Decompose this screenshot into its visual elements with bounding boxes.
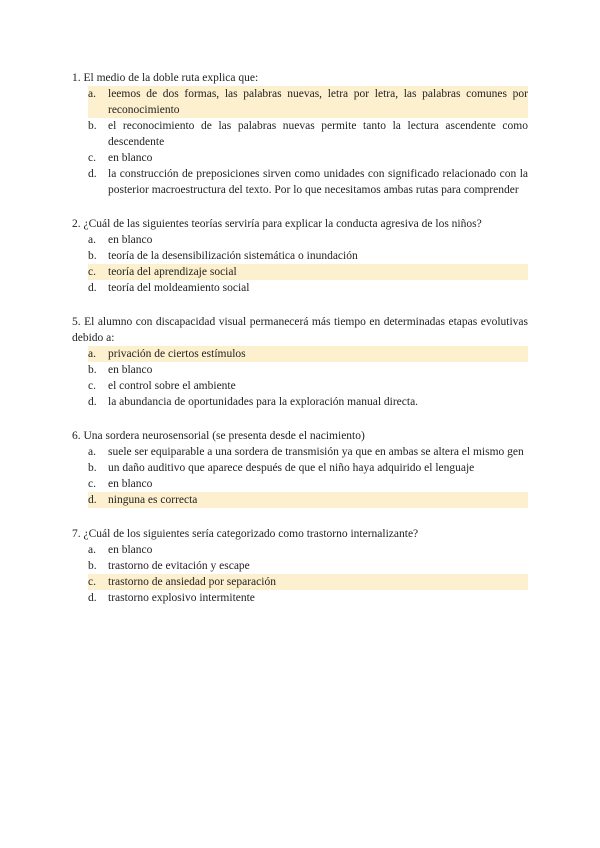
option-text: trastorno explosivo intermitente — [108, 592, 255, 604]
option-letter: b. — [88, 560, 97, 572]
option-a — [88, 232, 528, 248]
option-letter: d. — [88, 168, 97, 180]
option-text: leemos de dos formas, las palabras nuevas, letra por letra, las palabras comunes por reconocimiento — [108, 88, 528, 116]
option-letter: d. — [88, 592, 97, 604]
option-b — [88, 248, 528, 264]
option-d — [88, 394, 528, 410]
option-d — [88, 280, 528, 296]
option-b — [88, 558, 528, 574]
option-letter: b. — [88, 364, 97, 376]
option-letter: c. — [88, 380, 96, 392]
option-text: en blanco — [108, 234, 153, 246]
option-c — [88, 378, 528, 394]
question-1 — [72, 70, 528, 198]
option-letter: b. — [88, 462, 97, 474]
option-letter: c. — [88, 576, 96, 588]
question-text: 7. ¿Cuál de los siguientes sería categorizado como trastorno internalizante? — [72, 528, 419, 540]
option-letter: c. — [88, 478, 96, 490]
option-letter: a. — [88, 234, 96, 246]
option-list — [72, 346, 528, 410]
option-letter: d. — [88, 494, 97, 506]
option-text: la abundancia de oportunidades para la exploración manual directa. — [108, 396, 419, 408]
option-text: en blanco — [108, 478, 153, 490]
option-text: en blanco — [108, 364, 153, 376]
option-text: teoría del aprendizaje social — [108, 266, 237, 278]
option-letter: b. — [88, 120, 97, 132]
option-letter: c. — [88, 152, 96, 164]
option-d — [88, 166, 528, 198]
option-a — [88, 346, 528, 362]
question-7 — [72, 526, 528, 606]
option-b — [88, 118, 528, 150]
option-text: en blanco — [108, 152, 153, 164]
option-letter: a. — [88, 348, 96, 360]
option-text: un daño auditivo que aparece después de que el niño haya adquirido el lenguaje — [108, 462, 475, 474]
option-a — [88, 86, 528, 118]
option-list — [72, 444, 528, 508]
option-c — [88, 574, 528, 590]
option-text: teoría de la desensibilización sistemática o inundación — [108, 250, 358, 262]
question-text: 5. El alumno con discapacidad visual permanecerá más tiempo en determinadas etapas evolutivas debido a: — [72, 316, 528, 344]
option-b — [88, 362, 528, 378]
question-6 — [72, 428, 528, 508]
option-list — [72, 232, 528, 296]
option-d — [88, 590, 528, 606]
option-b — [88, 460, 528, 476]
option-c — [88, 476, 528, 492]
option-text: la construcción de preposiciones sirven como unidades con significado relacionado con la posterior macroestructura del texto. Por lo que necesitamos ambas rutas para comprender — [108, 168, 528, 196]
option-a — [88, 444, 528, 460]
question-5 — [72, 314, 528, 410]
option-text: el control sobre el ambiente — [108, 380, 236, 392]
question-2 — [72, 216, 528, 296]
question-text: 2. ¿Cuál de las siguientes teorías serviría para explicar la conducta agresiva de los niños? — [72, 218, 482, 230]
option-a — [88, 542, 528, 558]
document-page — [72, 70, 528, 624]
option-d — [88, 492, 528, 508]
option-text: ninguna es correcta — [108, 494, 198, 506]
option-text: teoría del moldeamiento social — [108, 282, 250, 294]
option-letter: d. — [88, 282, 97, 294]
option-text: suele ser equiparable a una sordera de transmisión ya que en ambas se altera el mismo gen — [108, 446, 524, 458]
option-letter: a. — [88, 446, 96, 458]
question-text: 1. El medio de la doble ruta explica que: — [72, 72, 259, 84]
option-letter: a. — [88, 88, 96, 100]
option-list — [72, 542, 528, 606]
option-text: trastorno de ansiedad por separación — [108, 576, 276, 588]
option-letter: c. — [88, 266, 96, 278]
question-text: 6. Una sordera neurosensorial (se presenta desde el nacimiento) — [72, 430, 365, 442]
option-text: trastorno de evitación y escape — [108, 560, 250, 572]
option-letter: b. — [88, 250, 97, 262]
option-letter: d. — [88, 396, 97, 408]
option-c — [88, 150, 528, 166]
option-text: en blanco — [108, 544, 153, 556]
option-text: privación de ciertos estímulos — [108, 348, 246, 360]
option-c — [88, 264, 528, 280]
option-text: el reconocimiento de las palabras nuevas permite tanto la lectura ascendente como descendente — [108, 120, 528, 148]
option-list — [72, 86, 528, 198]
option-letter: a. — [88, 544, 96, 556]
